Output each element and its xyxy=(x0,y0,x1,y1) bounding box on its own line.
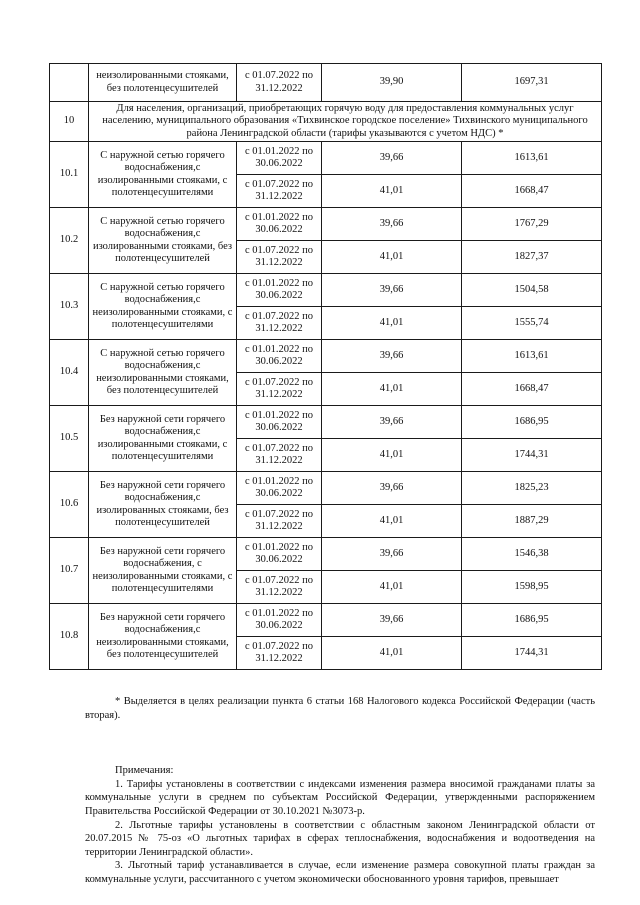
note-item-2: 2. Льготные тарифы установлены в соответствии с областным законом Ленинградской области от 20.07.2015 № 75-оз «О льготных тарифах в сферах теплоснабжения, водоснабжения и водоотведения на территории Ленинградской области». xyxy=(85,819,595,858)
item-number: 10.6 xyxy=(50,472,89,538)
item-value-col5: 1613,61 xyxy=(462,142,602,175)
item-value-col4: 41,01 xyxy=(322,505,462,538)
item-value-col5: 1598,95 xyxy=(462,571,602,604)
item-value-col4: 41,01 xyxy=(322,571,462,604)
item-value-col4: 39,66 xyxy=(322,208,462,241)
item-value-col4: 39,66 xyxy=(322,340,462,373)
item-value-col5: 1744,31 xyxy=(462,439,602,472)
table-row xyxy=(50,142,602,175)
item-period: с 01.07.2022 по 31.12.2022 xyxy=(237,571,322,604)
item-value-col5: 1668,47 xyxy=(462,373,602,406)
item-description: Без наружной сети горячего водоснабжения,с неизолированными стояками, без полотенцесушителей xyxy=(89,604,237,670)
table-row xyxy=(50,604,602,637)
item-period: с 01.07.2022 по 31.12.2022 xyxy=(237,637,322,670)
item-number: 10.4 xyxy=(50,340,89,406)
item-number: 10.3 xyxy=(50,274,89,340)
item-value-col4: 39,66 xyxy=(322,142,462,175)
item-value-col4: 39,66 xyxy=(322,274,462,307)
table-row xyxy=(50,472,602,505)
item-value-col5: 1887,29 xyxy=(462,505,602,538)
item-number: 10.2 xyxy=(50,208,89,274)
item-period: с 01.07.2022 по 31.12.2022 xyxy=(237,175,322,208)
table-row xyxy=(50,406,602,439)
item-description: Без наружной сети горячего водоснабжения,с изолированных стояками, без полотенцесушителей xyxy=(89,472,237,538)
item-value-col5: 1546,38 xyxy=(462,538,602,571)
item-value-col5: 1825,23 xyxy=(462,472,602,505)
row-period: с 01.07.2022 по 31.12.2022 xyxy=(237,64,322,102)
table-row xyxy=(50,274,602,307)
item-description: С наружной сетью горячего водоснабжения,с изолированными стояками, с полотенцесушителями xyxy=(89,142,237,208)
tariff-table xyxy=(49,63,602,670)
item-value-col4: 41,01 xyxy=(322,175,462,208)
item-period: с 01.07.2022 по 31.12.2022 xyxy=(237,439,322,472)
item-description: Без наружной сети горячего водоснабжения,с изолированными стояками, с полотенцесушителями xyxy=(89,406,237,472)
table-row xyxy=(50,340,602,373)
section-header-row xyxy=(50,102,602,142)
item-value-col4: 39,66 xyxy=(322,604,462,637)
item-value-col4: 41,01 xyxy=(322,373,462,406)
item-description: Без наружной сети горячего водоснабжения, с неизолированными стояками, с полотенцесушителями xyxy=(89,538,237,604)
item-value-col4: 39,66 xyxy=(322,406,462,439)
item-value-col4: 39,66 xyxy=(322,472,462,505)
item-period: с 01.01.2022 по 30.06.2022 xyxy=(237,340,322,373)
item-number: 10.8 xyxy=(50,604,89,670)
item-number: 10.1 xyxy=(50,142,89,208)
item-period: с 01.01.2022 по 30.06.2022 xyxy=(237,142,322,175)
notes-heading: Примечания: xyxy=(115,765,174,776)
item-period: с 01.01.2022 по 30.06.2022 xyxy=(237,274,322,307)
section-number: 10 xyxy=(50,102,89,142)
item-value-col4: 41,01 xyxy=(322,241,462,274)
item-period: с 01.01.2022 по 30.06.2022 xyxy=(237,406,322,439)
item-period: с 01.01.2022 по 30.06.2022 xyxy=(237,472,322,505)
item-value-col4: 41,01 xyxy=(322,307,462,340)
item-value-col5: 1686,95 xyxy=(462,604,602,637)
footnote xyxy=(85,695,595,722)
item-description: С наружной сетью горячего водоснабжения,с изолированными стояками, без полотенцесушителей xyxy=(89,208,237,274)
item-value-col5: 1504,58 xyxy=(462,274,602,307)
item-period: с 01.07.2022 по 31.12.2022 xyxy=(237,505,322,538)
item-value-col5: 1744,31 xyxy=(462,637,602,670)
item-value-col5: 1613,61 xyxy=(462,340,602,373)
item-period: с 01.01.2022 по 30.06.2022 xyxy=(237,604,322,637)
table-row-top xyxy=(50,64,602,102)
table-row xyxy=(50,538,602,571)
item-value-col5: 1827,37 xyxy=(462,241,602,274)
item-value-col4: 39,66 xyxy=(322,538,462,571)
note-item-1: 1. Тарифы установлены в соответствии с индексами изменения размера вносимой гражданами платы за коммунальные услуги в среднем по субъектам Российской Федерации, утвержденными распоряжением Правительства Российской Федерации от 30.10.2021 №3073-р. xyxy=(85,778,595,817)
notes-block xyxy=(85,764,595,887)
item-value-col5: 1767,29 xyxy=(462,208,602,241)
item-number: 10.5 xyxy=(50,406,89,472)
item-number: 10.7 xyxy=(50,538,89,604)
item-period: с 01.07.2022 по 31.12.2022 xyxy=(237,373,322,406)
item-period: с 01.01.2022 по 30.06.2022 xyxy=(237,208,322,241)
item-description: С наружной сетью горячего водоснабжения,с неизолированными стояками, с полотенцесушителями xyxy=(89,274,237,340)
table-row xyxy=(50,208,602,241)
item-value-col5: 1555,74 xyxy=(462,307,602,340)
row-number xyxy=(50,64,89,102)
item-description: С наружной сетью горячего водоснабжения,с неизолированными стояками, без полотенцесушителей xyxy=(89,340,237,406)
item-value-col5: 1686,95 xyxy=(462,406,602,439)
section-title: Для населения, организаций, приобретающих горячую воду для предоставления коммунальных услуг населению, муниципального образования «Тихвинское городское поселение» Тихвинского муниципального района Ленинградской области (тарифы указываются с учетом НДС) * xyxy=(89,102,602,142)
row-value-col4: 39,90 xyxy=(322,64,462,102)
item-period: с 01.07.2022 по 31.12.2022 xyxy=(237,241,322,274)
note-item-3: 3. Льготный тариф устанавливается в случае, если изменение размера совокупной платы граждан за коммунальные услуги, рассчитанного с учетом экономически обоснованного уровня тарифов, превышает xyxy=(85,860,595,886)
item-value-col4: 41,01 xyxy=(322,637,462,670)
item-value-col5: 1668,47 xyxy=(462,175,602,208)
row-value-col5: 1697,31 xyxy=(462,64,602,102)
row-description: неизолированными стояками, без полотенцесушителей xyxy=(89,64,237,102)
item-period: с 01.07.2022 по 31.12.2022 xyxy=(237,307,322,340)
item-value-col4: 41,01 xyxy=(322,439,462,472)
footnote-text: * Выделяется в целях реализации пункта 6 статьи 168 Налогового кодекса Российской Федерации (часть вторая). xyxy=(85,696,595,721)
item-period: с 01.01.2022 по 30.06.2022 xyxy=(237,538,322,571)
